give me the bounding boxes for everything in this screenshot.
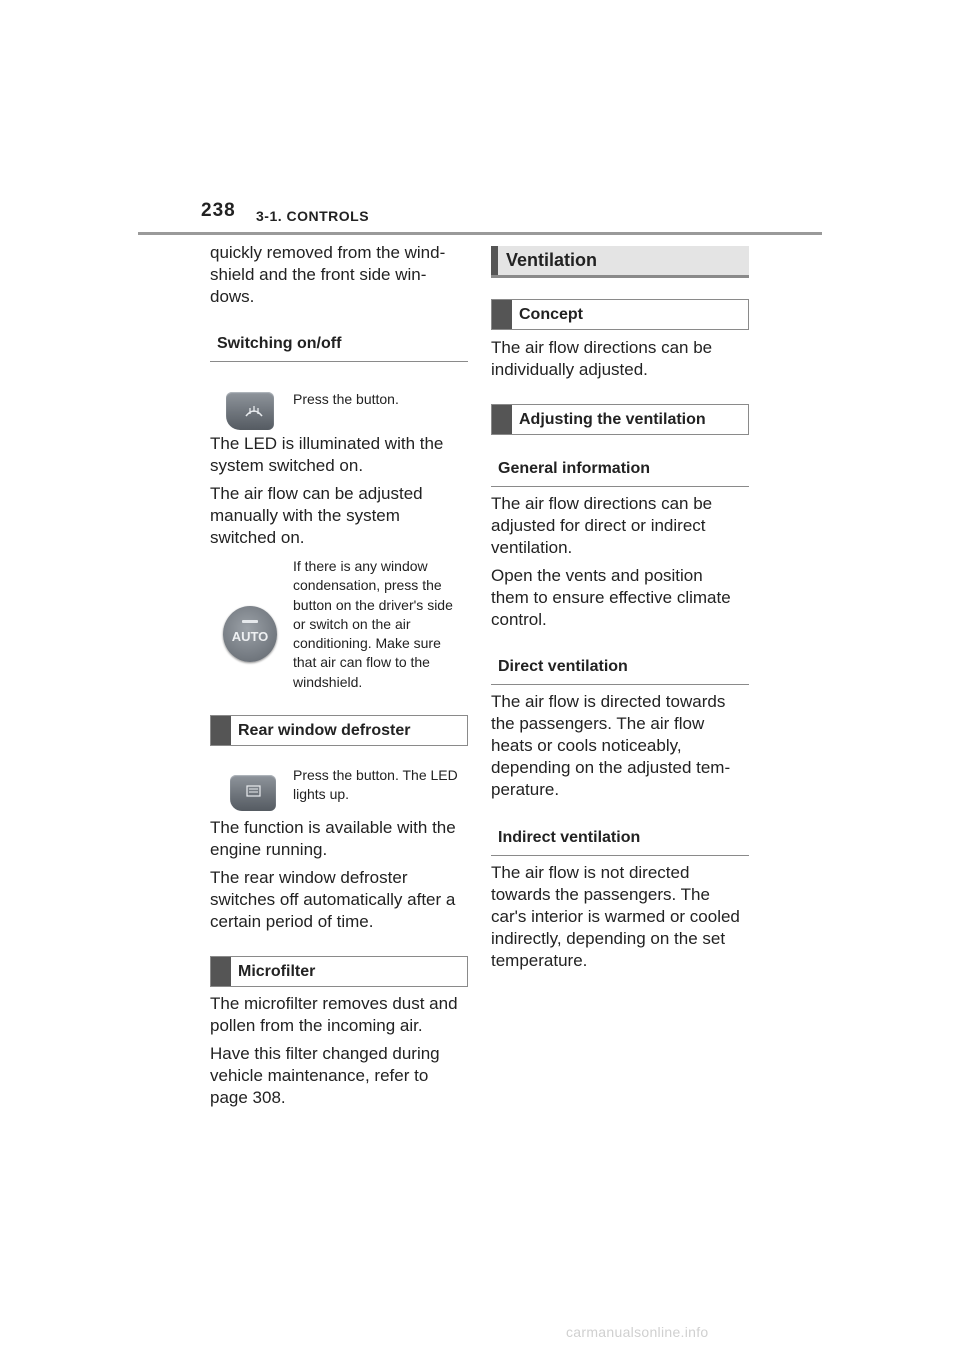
microfilter-heading: Microfilter	[238, 962, 316, 980]
switching-paragraph-2: The air flow can be adjusted manually with the system switched on.	[210, 484, 423, 547]
adjusting-heading: Adjusting the ventilation	[519, 410, 706, 428]
microfilter-heading-box	[210, 956, 468, 987]
ventilation-heading-box	[491, 246, 749, 278]
direct-ventilation-rule	[491, 684, 749, 685]
ventilation-heading: Ventilation	[506, 250, 598, 270]
intro-paragraph: quickly removed from the wind- shield and the front side win- dows.	[210, 243, 446, 306]
rear-defroster-caption: Press the button. The LED lights up.	[293, 767, 458, 803]
heading-bar	[211, 716, 231, 745]
general-info-heading: General information	[498, 460, 651, 477]
rear-window-defrost-icon	[230, 775, 276, 811]
switching-heading: Switching on/off	[217, 335, 342, 352]
heading-bar	[211, 957, 231, 986]
switching-caption: Press the button.	[293, 391, 399, 407]
heading-bar	[492, 300, 512, 329]
rear-window-defrost-button	[230, 775, 276, 811]
adjusting-heading-box	[491, 404, 749, 435]
switching-heading-rule	[210, 361, 468, 362]
auto-button	[223, 606, 277, 662]
indirect-ventilation-rule	[491, 855, 749, 856]
rear-defroster-paragraph-1: The function is available with the engine running.	[210, 818, 456, 859]
concept-heading: Concept	[519, 305, 583, 323]
windshield-defrost-icon	[226, 392, 274, 430]
concept-paragraph: The air flow directions can be individually adjusted.	[491, 338, 713, 379]
heading-bar	[492, 405, 512, 434]
switching-paragraph-1: The LED is illuminated with the system switched on.	[210, 434, 444, 475]
header-divider	[138, 232, 822, 235]
general-info-rule	[491, 486, 749, 487]
indirect-ventilation-heading: Indirect ventilation	[498, 829, 641, 846]
rear-defroster-heading: Rear window defroster	[238, 721, 411, 739]
indirect-ventilation-paragraph: The air flow is not directed towards the passengers. The car's interior is warmed or cooled indirectly, depending on the set temperature.	[491, 863, 740, 970]
concept-heading-box	[491, 299, 749, 330]
windshield-defrost-button	[226, 392, 274, 430]
general-info-paragraph-2: Open the vents and position them to ensure effective climate control.	[491, 566, 731, 629]
led-indicator	[242, 620, 258, 623]
direct-ventilation-heading: Direct ventilation	[498, 658, 628, 675]
watermark: carmanualsonline.info	[566, 1324, 709, 1340]
rear-defroster-paragraph-2: The rear window defroster switches off automatically after a certain period of time.	[210, 868, 456, 931]
auto-button-label: AUTO	[231, 629, 269, 644]
direct-ventilation-paragraph: The air flow is directed towards the passengers. The air flow heats or cools noticeably, depending on the adjusted tem- perature.	[491, 692, 731, 799]
microfilter-paragraph-2: Have this filter changed during vehicle maintenance, refer to page 308.	[210, 1044, 440, 1107]
microfilter-paragraph-1: The microfilter removes dust and pollen from the incoming air.	[210, 994, 458, 1035]
heading-bar	[491, 246, 498, 275]
page-number: 238	[201, 200, 236, 221]
chapter-title: 3-1. CONTROLS	[256, 208, 370, 224]
auto-caption: If there is any window condensation, press the button on the driver's side or switch on the air conditioning. Make sure that air can flow to the windshield.	[293, 558, 453, 690]
general-info-paragraph-1: The air flow directions can be adjusted for direct or indirect ventilation.	[491, 494, 713, 557]
rear-defroster-heading-box	[210, 715, 468, 746]
